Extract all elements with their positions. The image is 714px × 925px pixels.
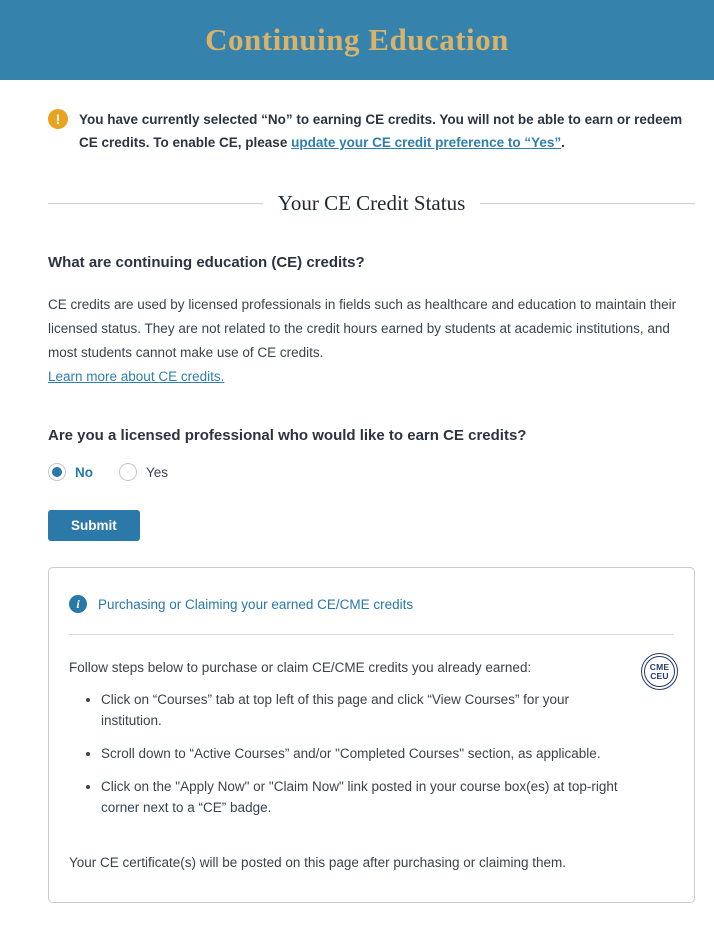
radio-no-circle[interactable] <box>48 463 66 481</box>
info-panel-header <box>49 568 694 634</box>
section-title: Your CE Credit Status <box>277 191 466 215</box>
panel-intro: Follow steps below to purchase or claim CE/CME credits you already earned: <box>69 660 532 675</box>
info-icon: i <box>69 595 87 613</box>
learn-more-link[interactable]: Learn more about CE credits. <box>48 369 225 384</box>
badge-line-ceu: CEU <box>650 670 669 681</box>
warning-icon: ! <box>48 109 68 129</box>
license-question: Are you a licensed professional who would like to earn CE credits? <box>48 427 527 444</box>
update-preference-link[interactable]: update your CE credit preference to “Yes” <box>291 135 562 150</box>
learn-more-row <box>48 365 695 389</box>
panel-step-2: • Scroll down to “Active Courses” and/or "Completed Courses" section, as applicable. <box>101 743 624 764</box>
panel-step-3: • Click on the "Apply Now" or "Claim Now" link posted in your course box(es) at top-right corner next to a “CE” badge. <box>101 776 624 818</box>
submit-button[interactable]: Submit <box>48 510 140 541</box>
alert-text-before: You have currently selected “No” to earning CE credits. You will not be able to earn or redeem CE credits. To enable CE, please <box>79 112 683 150</box>
info-panel-body <box>49 635 694 836</box>
section-heading-row <box>48 191 695 216</box>
heading-rule-right <box>480 203 695 204</box>
page-header <box>0 0 714 80</box>
what-are-ce-credits-heading: What are continuing education (CE) credits? <box>48 254 365 271</box>
radio-option-yes[interactable] <box>119 463 168 481</box>
cme-ceu-badge-icon <box>641 653 678 690</box>
radio-yes-label: Yes <box>146 464 169 480</box>
radio-option-no[interactable] <box>48 463 93 481</box>
info-panel <box>48 567 695 903</box>
badge-line-cme: CME <box>649 661 670 672</box>
alert-text-after: . <box>561 135 565 150</box>
ce-alert <box>48 108 695 154</box>
ce-credits-description: CE credits are used by licensed professionals in fields such as healthcare and education to maintain their licensed status. They are not related to the credit hours earned by students at academic institutions, and most students cannot make use of CE credits. <box>48 297 677 360</box>
panel-step-1: • Click on “Courses” tab at top left of this page and click “View Courses” for your institution. <box>101 689 624 731</box>
panel-steps-list <box>69 689 624 818</box>
radio-no-label: No <box>75 464 93 480</box>
radio-group-ce-preference <box>48 463 695 481</box>
alert-text <box>79 108 695 154</box>
info-panel-title: Purchasing or Claiming your earned CE/CME credits <box>98 596 414 612</box>
page-title: Continuing Education <box>205 22 509 57</box>
panel-footer: Your CE certificate(s) will be posted on this page after purchasing or claiming them. <box>69 855 566 870</box>
radio-yes-circle[interactable] <box>119 463 137 481</box>
main-content <box>0 108 714 903</box>
heading-rule-left <box>48 203 263 204</box>
